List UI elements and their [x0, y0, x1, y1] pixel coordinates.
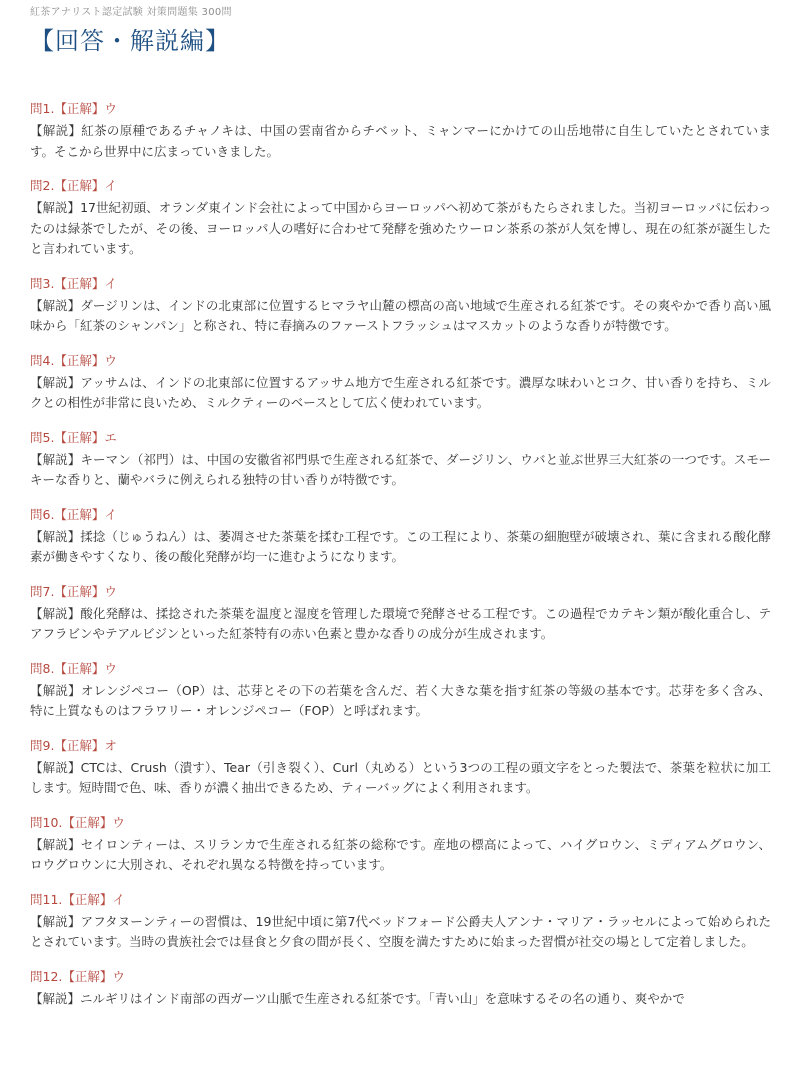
- answer-label: 問10.【正解】ウ: [30, 814, 125, 830]
- explanation-text: 【解説】オレンジペコー（OP）は、芯芽とその下の若葉を含んだ、若く大きな葉を指す紅茶の等級の基本です。芯芽を多く含み、特に上質なものはフラワリー・オレンジペコー（FOP）と呼ばれます。: [30, 682, 771, 718]
- answer-item-8: [30, 661, 771, 722]
- answer-item-12: [30, 969, 771, 1010]
- explanation-text: 【解説】ダージリンは、インドの北東部に位置するヒマラヤ山麓の標高の高い地域で生産される紅茶です。その爽やかで香り高い風味から「紅茶のシャンパン」と称され、特に春摘みのファーストフラッシュはマスカットのような香りが特徴です。: [30, 297, 771, 333]
- answer-list: [30, 101, 771, 1009]
- explanation-text: 【解説】キーマン（祁門）は、中国の安徽省祁門県で生産される紅茶で、ダージリン、ウバと並ぶ世界三大紅茶の一つです。スモーキーな香りと、蘭やバラに例えられる独特の甘い香りが特徴です。: [30, 451, 771, 487]
- answer-label: 問5.【正解】エ: [30, 429, 117, 445]
- explanation-text: 【解説】アフタヌーンティーの習慣は、19世紀中頃に第7代ベッドフォード公爵夫人アンナ・マリア・ラッセルによって始められたとされています。当時の貴族社会では昼食と夕食の間が長く、空腹を満たすために始まった習慣が社交の場として定着しました。: [30, 913, 771, 949]
- explanation-text: 【解説】17世紀初頭、オランダ東インド会社によって中国からヨーロッパへ初めて茶がもたらされました。当初ヨーロッパに伝わったのは緑茶でしたが、その後、ヨーロッパ人の嗜好に合わせて発酵を強めたウーロン茶系の茶が人気を博し、現在の紅茶が誕生したと言われています。: [30, 200, 771, 256]
- answer-label: 問3.【正解】イ: [30, 275, 117, 291]
- answer-item-4: [30, 353, 771, 414]
- answer-item-9: [30, 738, 771, 799]
- explanation-text: 【解説】セイロンティーは、スリランカで生産される紅茶の総称です。産地の標高によって、ハイグロウン、ミディアムグロウン、ロウグロウンに大別され、それぞれ異なる特徴を持っています。: [30, 836, 771, 872]
- explanation-text: 【解説】ニルギリはインド南部の西ガーツ山脈で生産される紅茶です。「青い山」を意味するその名の通り、爽やかで: [30, 990, 685, 1006]
- explanation-text: 【解説】酸化発酵は、揉捻された茶葉を温度と湿度を管理した環境で発酵させる工程です。この過程でカテキン類が酸化重合し、テアフラビンやテアルビジンといった紅茶特有の赤い色素と豊かな香りの成分が生成されます。: [30, 605, 771, 641]
- answer-label: 問6.【正解】イ: [30, 506, 117, 522]
- explanation-text: 【解説】紅茶の原種であるチャノキは、中国の雲南省からチベット、ミャンマーにかけての山岳地帯に自生していたとされています。そこから世界中に広まっていきました。: [30, 123, 771, 159]
- answer-item-10: [30, 815, 771, 876]
- explanation-text: 【解説】揉捻（じゅうねん）は、萎凋させた茶葉を揉む工程です。この工程により、茶葉の細胞壁が破壊され、葉に含まれる酸化酵素が働きやすくなり、後の酸化発酵が均一に進むようになります。: [30, 528, 771, 564]
- answer-label: 問12.【正解】ウ: [30, 968, 125, 984]
- answer-label: 問8.【正解】ウ: [30, 660, 117, 676]
- answer-label: 問9.【正解】オ: [30, 737, 117, 753]
- answer-label: 問1.【正解】ウ: [30, 101, 117, 116]
- answer-item-2: [30, 178, 771, 260]
- answer-label: 問7.【正解】ウ: [30, 583, 117, 599]
- answer-item-6: [30, 507, 771, 568]
- explanation-text: 【解説】CTCは、Crush（潰す）、Tear（引き裂く）、Curl（丸める）という3つの工程の頭文字をとった製法で、茶葉を粒状に加工します。短時間で色、味、香りが濃く抽出できるため、ティーバッグによく利用されます。: [30, 759, 771, 795]
- answer-label: 問2.【正解】イ: [30, 178, 117, 193]
- section-title: 【回答・解説編】: [30, 27, 230, 55]
- answer-item-3: [30, 276, 771, 337]
- running-header: 紅茶アナリスト認定試験 対策問題集 300問: [30, 7, 232, 18]
- answer-item-5: [30, 430, 771, 491]
- answer-item-7: [30, 584, 771, 645]
- answer-label: 問4.【正解】ウ: [30, 352, 117, 368]
- explanation-text: 【解説】アッサムは、インドの北東部に位置するアッサム地方で生産される紅茶です。濃厚な味わいとコク、甘い香りを持ち、ミルクとの相性が非常に良いため、ミルクティーのベースとして広く使われています。: [30, 374, 771, 410]
- answer-item-1: [30, 101, 771, 162]
- answer-item-11: [30, 892, 771, 953]
- answer-label: 問11.【正解】イ: [30, 891, 125, 907]
